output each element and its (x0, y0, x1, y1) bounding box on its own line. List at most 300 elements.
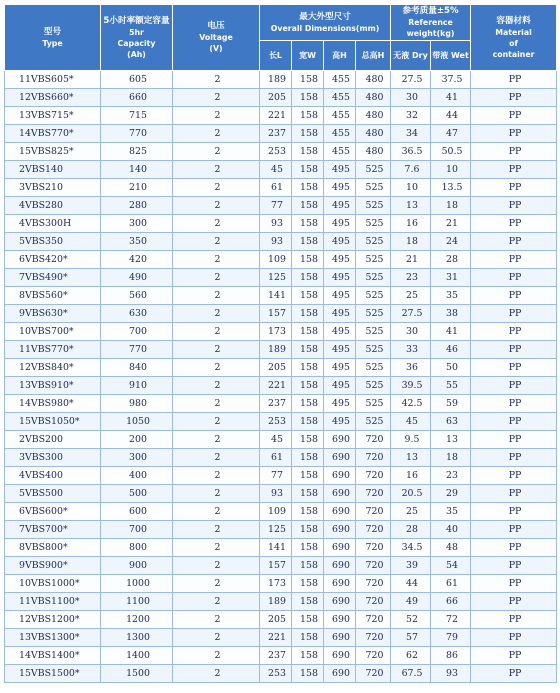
table-row (5, 143, 557, 161)
cell-width: 158 (292, 485, 324, 503)
cell-material: PP (471, 539, 557, 557)
cell-dry-weight: 23 (391, 269, 431, 287)
cell-length: 109 (260, 503, 292, 521)
cell-length: 157 (260, 305, 292, 323)
cell-total-height: 525 (356, 179, 391, 197)
cell-wet-weight: 23 (431, 467, 471, 485)
table-row (5, 539, 557, 557)
cell-capacity: 700 (101, 323, 173, 341)
cell-wet-weight: 40 (431, 521, 471, 539)
cell-dry-weight: 9.5 (391, 431, 431, 449)
table-row (5, 305, 557, 323)
cell-voltage: 2 (173, 197, 260, 215)
cell-width: 158 (292, 539, 324, 557)
table-row (5, 629, 557, 647)
cell-dry-weight: 34.5 (391, 539, 431, 557)
cell-height: 495 (324, 233, 356, 251)
cell-total-height: 525 (356, 305, 391, 323)
cell-capacity: 1200 (101, 611, 173, 629)
cell-wet-weight: 54 (431, 557, 471, 575)
cell-material: PP (471, 413, 557, 431)
cell-length: 173 (260, 575, 292, 593)
cell-voltage: 2 (173, 467, 260, 485)
table-row (5, 269, 557, 287)
cell-voltage: 2 (173, 215, 260, 233)
cell-voltage: 2 (173, 323, 260, 341)
table-row (5, 233, 557, 251)
cell-capacity: 1000 (101, 575, 173, 593)
cell-length: 205 (260, 359, 292, 377)
cell-type: 2VBS140 (5, 161, 101, 179)
cell-voltage: 2 (173, 71, 260, 89)
cell-material: PP (471, 125, 557, 143)
cell-voltage: 2 (173, 179, 260, 197)
cell-wet-weight: 44 (431, 107, 471, 125)
cell-capacity: 715 (101, 107, 173, 125)
cell-height: 690 (324, 611, 356, 629)
cell-capacity: 500 (101, 485, 173, 503)
cell-capacity: 350 (101, 233, 173, 251)
cell-total-height: 720 (356, 431, 391, 449)
cell-total-height: 720 (356, 521, 391, 539)
cell-wet-weight: 38 (431, 305, 471, 323)
cell-total-height: 525 (356, 251, 391, 269)
cell-type: 2VBS200 (5, 431, 101, 449)
cell-wet-weight: 24 (431, 233, 471, 251)
cell-material: PP (471, 593, 557, 611)
cell-wet-weight: 79 (431, 629, 471, 647)
table-row (5, 89, 557, 107)
cell-length: 237 (260, 125, 292, 143)
table-row (5, 179, 557, 197)
table-row (5, 413, 557, 431)
cell-material: PP (471, 665, 557, 683)
cell-length: 141 (260, 287, 292, 305)
cell-capacity: 910 (101, 377, 173, 395)
cell-dry-weight: 36 (391, 359, 431, 377)
cell-capacity: 630 (101, 305, 173, 323)
cell-width: 158 (292, 575, 324, 593)
cell-height: 495 (324, 269, 356, 287)
cell-capacity: 210 (101, 179, 173, 197)
table-row (5, 287, 557, 305)
cell-dry-weight: 34 (391, 125, 431, 143)
cell-total-height: 720 (356, 665, 391, 683)
table-row (5, 377, 557, 395)
header-dimensions: 最大外型尺寸 Overall Dimensions(mm) (260, 5, 391, 41)
cell-height: 690 (324, 485, 356, 503)
table-row (5, 125, 557, 143)
cell-height: 495 (324, 251, 356, 269)
cell-dry-weight: 36.5 (391, 143, 431, 161)
cell-length: 205 (260, 89, 292, 107)
cell-material: PP (471, 629, 557, 647)
cell-total-height: 525 (356, 233, 391, 251)
table-row (5, 431, 557, 449)
cell-dry-weight: 57 (391, 629, 431, 647)
cell-type: 13VBS1300* (5, 629, 101, 647)
cell-length: 125 (260, 269, 292, 287)
cell-wet-weight: 47 (431, 125, 471, 143)
cell-length: 253 (260, 413, 292, 431)
table-row (5, 611, 557, 629)
cell-height: 690 (324, 665, 356, 683)
cell-total-height: 525 (356, 359, 391, 377)
cell-voltage: 2 (173, 593, 260, 611)
header-length: 长L (260, 41, 292, 71)
cell-total-height: 720 (356, 449, 391, 467)
cell-height: 495 (324, 161, 356, 179)
cell-capacity: 700 (101, 521, 173, 539)
cell-width: 158 (292, 269, 324, 287)
cell-height: 495 (324, 179, 356, 197)
cell-material: PP (471, 143, 557, 161)
cell-width: 158 (292, 215, 324, 233)
cell-material: PP (471, 233, 557, 251)
cell-type: 14VBS980* (5, 395, 101, 413)
cell-type: 12VBS840* (5, 359, 101, 377)
cell-material: PP (471, 521, 557, 539)
table-row (5, 251, 557, 269)
cell-width: 158 (292, 161, 324, 179)
cell-material: PP (471, 341, 557, 359)
cell-type: 4VBS400 (5, 467, 101, 485)
cell-width: 158 (292, 197, 324, 215)
cell-wet-weight: 46 (431, 341, 471, 359)
cell-voltage: 2 (173, 359, 260, 377)
table-row (5, 323, 557, 341)
cell-wet-weight: 21 (431, 215, 471, 233)
cell-height: 690 (324, 557, 356, 575)
header-type: 型号 Type (5, 5, 101, 71)
cell-wet-weight: 63 (431, 413, 471, 431)
cell-length: 189 (260, 341, 292, 359)
cell-material: PP (471, 107, 557, 125)
cell-width: 158 (292, 593, 324, 611)
cell-width: 158 (292, 143, 324, 161)
cell-wet-weight: 29 (431, 485, 471, 503)
cell-type: 8VBS560* (5, 287, 101, 305)
cell-dry-weight: 16 (391, 467, 431, 485)
cell-voltage: 2 (173, 287, 260, 305)
cell-height: 495 (324, 341, 356, 359)
cell-capacity: 900 (101, 557, 173, 575)
cell-type: 6VBS600* (5, 503, 101, 521)
cell-material: PP (471, 161, 557, 179)
table-row (5, 485, 557, 503)
cell-voltage: 2 (173, 233, 260, 251)
cell-material: PP (471, 287, 557, 305)
cell-total-height: 720 (356, 575, 391, 593)
cell-capacity: 1050 (101, 413, 173, 431)
cell-total-height: 525 (356, 197, 391, 215)
cell-type: 14VBS770* (5, 125, 101, 143)
cell-width: 158 (292, 71, 324, 89)
cell-type: 15VBS825* (5, 143, 101, 161)
cell-wet-weight: 66 (431, 593, 471, 611)
cell-capacity: 300 (101, 449, 173, 467)
cell-width: 158 (292, 395, 324, 413)
cell-voltage: 2 (173, 431, 260, 449)
header-weight: 参考质量±5% Reference weight(kg) (391, 5, 471, 41)
cell-capacity: 1300 (101, 629, 173, 647)
cell-wet-weight: 18 (431, 197, 471, 215)
cell-voltage: 2 (173, 161, 260, 179)
cell-capacity: 825 (101, 143, 173, 161)
cell-dry-weight: 20.5 (391, 485, 431, 503)
cell-dry-weight: 27.5 (391, 305, 431, 323)
table-row (5, 647, 557, 665)
cell-type: 4VBS300H (5, 215, 101, 233)
cell-height: 690 (324, 647, 356, 665)
cell-type: 6VBS420* (5, 251, 101, 269)
cell-total-height: 525 (356, 413, 391, 431)
cell-material: PP (471, 359, 557, 377)
cell-height: 455 (324, 125, 356, 143)
cell-type: 5VBS500 (5, 485, 101, 503)
cell-width: 158 (292, 611, 324, 629)
cell-width: 158 (292, 647, 324, 665)
cell-length: 61 (260, 449, 292, 467)
cell-dry-weight: 25 (391, 503, 431, 521)
cell-length: 173 (260, 323, 292, 341)
table-row (5, 161, 557, 179)
cell-length: 221 (260, 629, 292, 647)
cell-type: 11VBS605* (5, 71, 101, 89)
cell-capacity: 980 (101, 395, 173, 413)
cell-wet-weight: 13.5 (431, 179, 471, 197)
cell-capacity: 1100 (101, 593, 173, 611)
cell-length: 189 (260, 593, 292, 611)
cell-voltage: 2 (173, 665, 260, 683)
cell-dry-weight: 45 (391, 413, 431, 431)
cell-dry-weight: 13 (391, 449, 431, 467)
cell-height: 495 (324, 287, 356, 305)
cell-type: 4VBS280 (5, 197, 101, 215)
cell-dry-weight: 30 (391, 323, 431, 341)
cell-wet-weight: 48 (431, 539, 471, 557)
cell-voltage: 2 (173, 485, 260, 503)
cell-material: PP (471, 89, 557, 107)
cell-dry-weight: 21 (391, 251, 431, 269)
cell-total-height: 720 (356, 467, 391, 485)
cell-dry-weight: 32 (391, 107, 431, 125)
header-voltage: 电压 Voltage (V) (173, 5, 260, 71)
cell-length: 237 (260, 647, 292, 665)
cell-capacity: 200 (101, 431, 173, 449)
cell-height: 455 (324, 71, 356, 89)
cell-dry-weight: 16 (391, 215, 431, 233)
cell-capacity: 660 (101, 89, 173, 107)
cell-width: 158 (292, 629, 324, 647)
cell-wet-weight: 55 (431, 377, 471, 395)
cell-voltage: 2 (173, 503, 260, 521)
cell-dry-weight: 52 (391, 611, 431, 629)
cell-length: 45 (260, 431, 292, 449)
cell-type: 8VBS800* (5, 539, 101, 557)
cell-material: PP (471, 503, 557, 521)
cell-height: 690 (324, 503, 356, 521)
cell-type: 11VBS1100* (5, 593, 101, 611)
cell-capacity: 140 (101, 161, 173, 179)
cell-type: 14VBS1400* (5, 647, 101, 665)
cell-wet-weight: 31 (431, 269, 471, 287)
cell-voltage: 2 (173, 251, 260, 269)
table-row (5, 215, 557, 233)
cell-material: PP (471, 611, 557, 629)
table-row (5, 71, 557, 89)
cell-type: 3VBS210 (5, 179, 101, 197)
table-row (5, 467, 557, 485)
cell-width: 158 (292, 287, 324, 305)
cell-voltage: 2 (173, 305, 260, 323)
cell-capacity: 490 (101, 269, 173, 287)
cell-capacity: 770 (101, 125, 173, 143)
cell-type: 15VBS1050* (5, 413, 101, 431)
header-width: 宽W (292, 41, 324, 71)
cell-voltage: 2 (173, 377, 260, 395)
cell-width: 158 (292, 359, 324, 377)
cell-dry-weight: 10 (391, 179, 431, 197)
cell-wet-weight: 37.5 (431, 71, 471, 89)
cell-length: 253 (260, 143, 292, 161)
cell-type: 11VBS770* (5, 341, 101, 359)
cell-dry-weight: 62 (391, 647, 431, 665)
cell-type: 12VBS660* (5, 89, 101, 107)
cell-wet-weight: 13 (431, 431, 471, 449)
cell-material: PP (471, 269, 557, 287)
cell-type: 3VBS300 (5, 449, 101, 467)
header-height: 高H (324, 41, 356, 71)
cell-type: 13VBS715* (5, 107, 101, 125)
cell-voltage: 2 (173, 143, 260, 161)
cell-capacity: 280 (101, 197, 173, 215)
cell-height: 495 (324, 359, 356, 377)
cell-width: 158 (292, 413, 324, 431)
cell-total-height: 480 (356, 71, 391, 89)
cell-voltage: 2 (173, 539, 260, 557)
cell-type: 10VBS700* (5, 323, 101, 341)
cell-material: PP (471, 485, 557, 503)
cell-voltage: 2 (173, 269, 260, 287)
cell-voltage: 2 (173, 125, 260, 143)
table-body (5, 71, 557, 683)
cell-type: 7VBS490* (5, 269, 101, 287)
cell-dry-weight: 44 (391, 575, 431, 593)
cell-height: 690 (324, 521, 356, 539)
cell-height: 495 (324, 395, 356, 413)
header-total-height: 总高H (356, 41, 391, 71)
cell-height: 690 (324, 575, 356, 593)
cell-width: 158 (292, 341, 324, 359)
table-row (5, 359, 557, 377)
table-row (5, 503, 557, 521)
cell-dry-weight: 33 (391, 341, 431, 359)
header-dry: 无液 Dry (391, 41, 431, 71)
cell-dry-weight: 39.5 (391, 377, 431, 395)
cell-width: 158 (292, 503, 324, 521)
cell-capacity: 300 (101, 215, 173, 233)
cell-length: 221 (260, 377, 292, 395)
cell-height: 495 (324, 413, 356, 431)
cell-material: PP (471, 197, 557, 215)
cell-length: 93 (260, 233, 292, 251)
cell-material: PP (471, 395, 557, 413)
cell-height: 690 (324, 467, 356, 485)
cell-wet-weight: 18 (431, 449, 471, 467)
cell-total-height: 720 (356, 503, 391, 521)
cell-capacity: 770 (101, 341, 173, 359)
cell-dry-weight: 67.5 (391, 665, 431, 683)
cell-voltage: 2 (173, 575, 260, 593)
cell-length: 253 (260, 665, 292, 683)
cell-height: 690 (324, 629, 356, 647)
cell-capacity: 560 (101, 287, 173, 305)
cell-material: PP (471, 215, 557, 233)
cell-length: 77 (260, 197, 292, 215)
cell-voltage: 2 (173, 413, 260, 431)
cell-dry-weight: 18 (391, 233, 431, 251)
cell-dry-weight: 13 (391, 197, 431, 215)
cell-height: 690 (324, 449, 356, 467)
cell-dry-weight: 7.6 (391, 161, 431, 179)
header-material: 容器材料 Material of container (471, 5, 557, 71)
cell-total-height: 525 (356, 215, 391, 233)
cell-dry-weight: 28 (391, 521, 431, 539)
cell-length: 189 (260, 71, 292, 89)
table-row (5, 449, 557, 467)
table-row (5, 575, 557, 593)
cell-capacity: 605 (101, 71, 173, 89)
table-row (5, 521, 557, 539)
cell-dry-weight: 30 (391, 89, 431, 107)
cell-total-height: 720 (356, 647, 391, 665)
cell-total-height: 480 (356, 89, 391, 107)
cell-length: 77 (260, 467, 292, 485)
cell-dry-weight: 27.5 (391, 71, 431, 89)
cell-voltage: 2 (173, 611, 260, 629)
cell-voltage: 2 (173, 449, 260, 467)
cell-total-height: 480 (356, 125, 391, 143)
cell-length: 237 (260, 395, 292, 413)
cell-material: PP (471, 305, 557, 323)
cell-height: 455 (324, 143, 356, 161)
cell-length: 141 (260, 539, 292, 557)
cell-wet-weight: 59 (431, 395, 471, 413)
cell-length: 61 (260, 179, 292, 197)
table-row (5, 197, 557, 215)
cell-total-height: 720 (356, 485, 391, 503)
cell-material: PP (471, 557, 557, 575)
cell-type: 5VBS350 (5, 233, 101, 251)
cell-wet-weight: 50 (431, 359, 471, 377)
cell-height: 495 (324, 305, 356, 323)
cell-material: PP (471, 575, 557, 593)
cell-voltage: 2 (173, 107, 260, 125)
table-row (5, 665, 557, 683)
cell-material: PP (471, 377, 557, 395)
cell-height: 690 (324, 431, 356, 449)
cell-material: PP (471, 251, 557, 269)
cell-total-height: 525 (356, 161, 391, 179)
cell-width: 158 (292, 89, 324, 107)
cell-height: 455 (324, 107, 356, 125)
cell-type: 15VBS1500* (5, 665, 101, 683)
cell-wet-weight: 72 (431, 611, 471, 629)
cell-width: 158 (292, 107, 324, 125)
cell-total-height: 525 (356, 341, 391, 359)
cell-total-height: 720 (356, 611, 391, 629)
